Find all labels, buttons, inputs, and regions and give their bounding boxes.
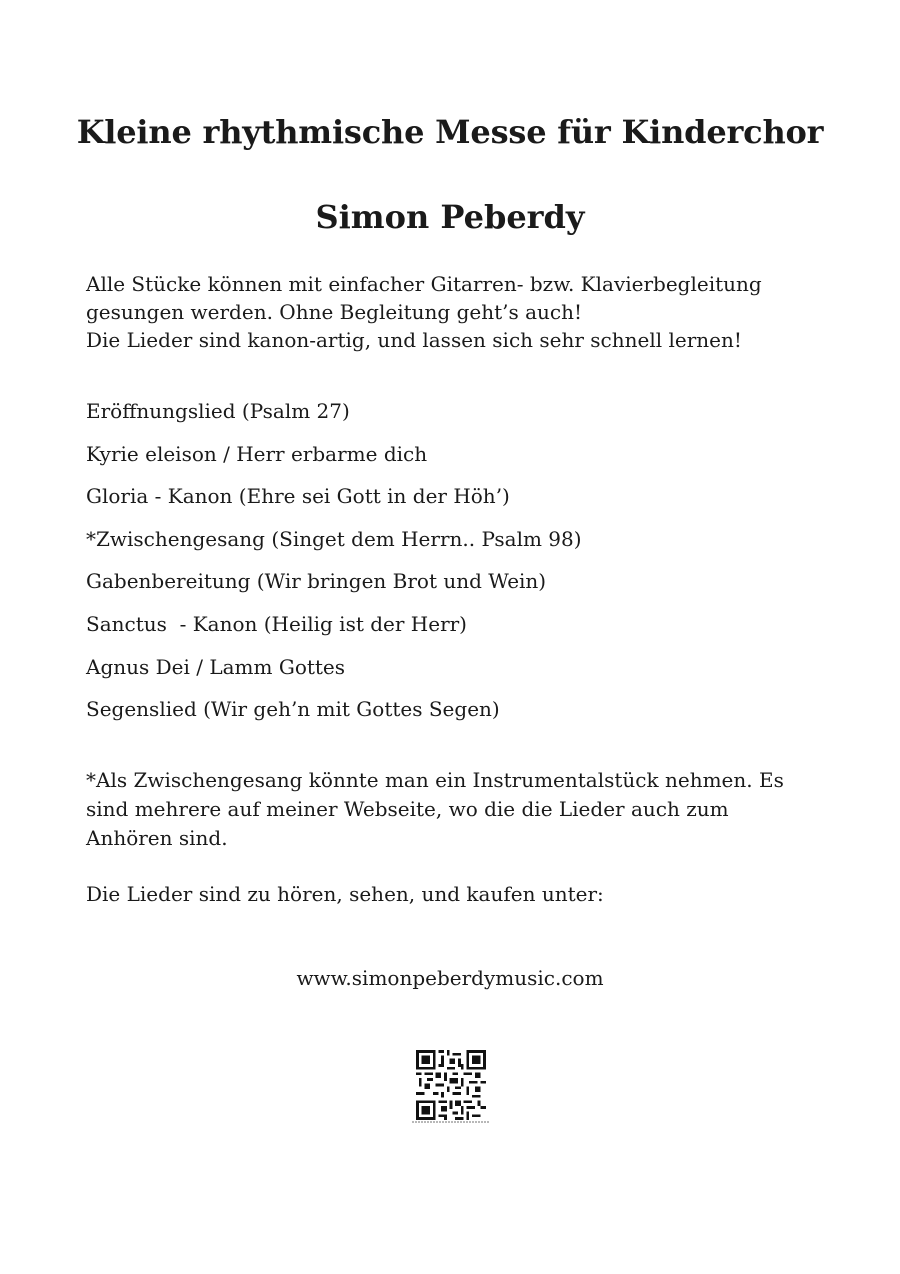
qr-caption-line <box>412 1121 490 1123</box>
website-link[interactable]: www.simonpeberdymusic.com <box>296 966 604 990</box>
song-item: *Zwischengesang (Singet dem Herrn.. Psalm 98) <box>86 526 582 551</box>
song-item: Eröffnungslied (Psalm 27) <box>86 399 350 423</box>
intro-line: Alle Stücke können mit einfacher Gitarren- bzw. Klavierbegleitung <box>86 272 762 296</box>
qr-code-icon[interactable] <box>416 1050 486 1120</box>
song-item: Agnus Dei / Lamm Gottes <box>86 654 346 679</box>
intro-line: gesungen werden. Ohne Begleitung geht’s auch! <box>86 300 583 324</box>
song-item: Gabenbereitung (Wir bringen Brot und Wein) <box>86 569 547 594</box>
footnote-paragraph <box>86 766 816 853</box>
song-item: Kyrie eleison / Herr erbarme dich <box>86 441 428 466</box>
song-item: Gloria - Kanon (Ehre sei Gott in der Höh’) <box>86 484 510 509</box>
intro-paragraph <box>86 270 806 354</box>
page-title: Kleine rhythmische Messe für Kinderchor <box>76 113 824 151</box>
intro-line: Die Lieder sind kanon-artig, und lassen sich sehr schnell lernen! <box>86 328 742 352</box>
song-list <box>86 397 806 738</box>
footnote-line: sind mehrere auf meiner Webseite, wo die die Lieder auch zum <box>86 797 729 821</box>
footnote-line: Anhören sind. <box>86 826 228 850</box>
footnote-line: *Als Zwischengesang könnte man ein Instrumentalstück nehmen. Es <box>86 768 784 792</box>
song-item: Sanctus - Kanon (Heilig ist der Herr) <box>86 611 467 636</box>
author-name: Simon Peberdy <box>315 198 585 236</box>
listen-text: Die Lieder sind zu hören, sehen, und kaufen unter: <box>86 882 604 906</box>
song-item: Segenslied (Wir geh’n mit Gottes Segen) <box>86 697 500 722</box>
